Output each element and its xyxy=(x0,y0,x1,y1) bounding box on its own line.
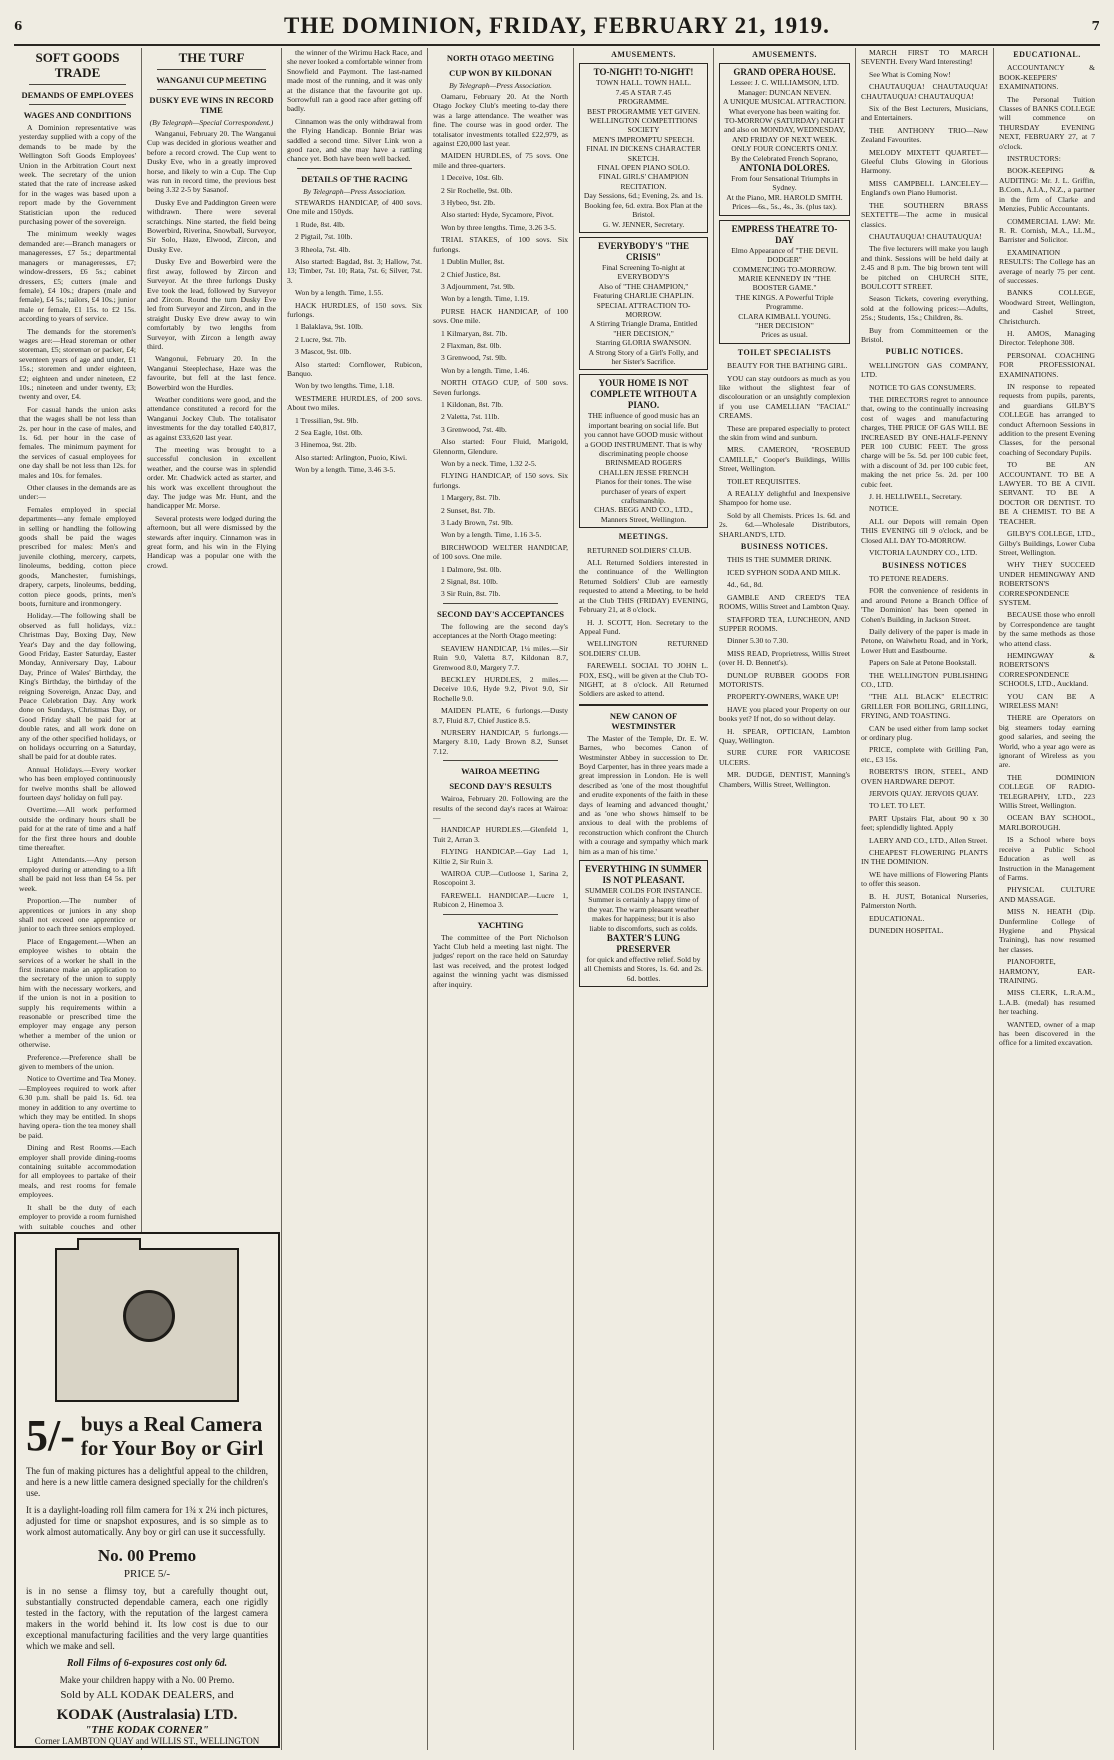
paragraph: Place of Engagement.—When an employee wishes to obtain the services of a worker he shall in the first instance make an application to the secretary of the union to supply him with the necessary workers, and if the union is not in a position to supply his requirements within a reasonable or prescribed time the employer may engage any person whether a member of the union or otherwise. xyxy=(19,936,136,1050)
ad-line: BEST PROGRAMME YET GIVEN. xyxy=(587,106,700,116)
notice-line: BOOK-KEEPING & AUDITING: Mr. J. L. Griffin, B.Com., A.I.A., N.Z., a partner in the firm of Clarke and Menzies, Public Accountants. xyxy=(999,166,1095,214)
result-line: 3 Hinemoa, 9st. 2lb. xyxy=(295,440,357,450)
ad-line: COMMENCING TO-MORROW. xyxy=(732,264,837,274)
paragraph: Females employed in special departments—any female employed in selling or handling the following goods shall be paid the wages prescribed for males: Men's and juvenile clothing, mercery, carpets, linoleums, bedding, cotton piece goods, Manchester, furnishings, drapery, carpets, linoleums, bedding, cotton piece goods, prints, men's boots, furniture and ironmongery. xyxy=(19,504,136,608)
result-line: 1 Tressilian, 9st. 9lb. xyxy=(295,415,359,425)
section-label: MEETINGS. xyxy=(618,532,669,542)
ad-line: By the Celebrated French Soprano, xyxy=(731,153,838,163)
ad-line: THE influence of good music has an important bearing on social life. But you cannot have GOOD music without a GOOD INSTRUMENT. That is why discriminating people choose xyxy=(584,411,703,458)
result-line: BECKLEY HURDLES, 2 miles.—Deceive 10.6, Hyde 9.2, Pivot 9.0, Sir Rochelle 9.0. xyxy=(433,674,568,703)
ad-line: FINAL IN DICKENS CHARACTER SKETCH. xyxy=(586,144,701,163)
paragraph: The demands for the storemen's wages are:—Head storeman or other storeman, £5; storeman or packer, £4; seventeen years of age and under, £1 15s.; storemen and under eighteen, £2; eighteen and under nineteen, £2 10s.; nineteen and under twenty, £3; twenty and over, £4. xyxy=(19,326,136,402)
notice-line: IN response to repeated requests from pupils, parents, and guardians GILBY'S COLLEGE has arranged to conduct Afternoon Sessions in addition to the present Evening Classes, for the personal coaching of Secondary Pupils. xyxy=(999,382,1095,457)
ad-line: CHALLEN JESSE FRENCH xyxy=(598,467,689,477)
notice-line: PRICE, complete with Grilling Pan, etc., £3 15s. xyxy=(861,745,988,764)
result-line: Also started: Four Fluid, Marigold, Glennorm, Glendure. xyxy=(433,437,568,456)
paragraph: The meeting was brought to a successful conclusion in excellent weather, and the course was in splendid order. Mr. Chadwick acted as starter, and his work was excellent throughout the day. The judge was Mr. Hunt, and the handicapper Mr. Morse. xyxy=(147,445,276,511)
ad-line: Pianos for their tones. The wise purchaser of years of expert craftsmanship. xyxy=(595,477,692,506)
result-line: Also started: Bagdad, 8st. 3; Hallow, 7st. 13; Timber, 7st. 10; Rata, 7st. 6; Silver, 7st. 3. xyxy=(287,256,422,285)
result-line: Won by a length. Time, 3.46 3-5. xyxy=(295,465,396,475)
paragraph: The minimum weekly wages demanded are:—Branch managers or manageresses, £7 5s.; departmental managers or manageresses, £7; window-dressers, £6 5s.; cabinet dressers, £5; cutters (male and female), £4 10s.; drapers (male and female), £4 5s.; tailors, £4 10s.; junior male or female, £1 15s. to £2 15s. according to years of service. xyxy=(19,229,136,324)
result-line: 1 Rude, 8st. 4lb. xyxy=(295,219,345,229)
notice-line: THIS IS THE SUMMER DRINK. xyxy=(727,555,832,565)
subhead-wairoa-results: SECOND DAY'S RESULTS xyxy=(449,781,552,792)
result-line: 1 Kildonan, 8st. 7lb. xyxy=(441,399,504,409)
result-line: 2 Flaxman, 8st. 0lb. xyxy=(441,340,502,350)
notice-line: PHYSICAL CULTURE AND MASSAGE. xyxy=(999,885,1095,904)
ad-line: ONLY FOUR CONCERTS ONLY. xyxy=(731,144,838,154)
advertisement xyxy=(579,237,708,370)
notice-line: GAMBLE AND CREED'S TEA ROOMS, Willis Street and Lambton Quay. xyxy=(719,592,850,612)
ad-headline: EVERYBODY'S "THE CRISIS" xyxy=(598,240,689,262)
ad-headline: GRAND OPERA HOUSE. xyxy=(733,67,836,78)
notice-line: THE SOUTHERN BRASS SEXTETTE—The acme in musical classics. xyxy=(861,200,988,229)
ad-line: What everyone has been waiting for. xyxy=(728,106,841,116)
notice-line: The five lecturers will make you laugh and think. Sessions will be held daily at 2.45 and 8 p.m. The big brown tent will be pitched on CHURCH SITE, BOULCOTT STREET. xyxy=(861,244,988,291)
result-line: 3 Sir Ruin, 8st. 7lb. xyxy=(441,589,501,599)
masthead xyxy=(14,8,1100,46)
ad-line: MEN'S IMPROMPTU SPEECH. xyxy=(592,134,695,144)
column-amusements-1 xyxy=(574,48,714,1750)
result-line: Wairoa, February 20. Following are the results of the second day's races at Wairoa:— xyxy=(433,794,568,822)
ad-slogan: buys a Real Camera for Your Boy or Girl xyxy=(80,1412,264,1460)
result-line: 2 Valetta, 7st. 11lb. xyxy=(441,412,500,422)
section-label: TOILET SPECIALISTS xyxy=(737,347,832,357)
ad-line: A Stirring Triangle Drama, Entitled xyxy=(589,319,698,329)
result-line: FAREWELL HANDICAP.—Lucre 1, Rubicon 2, Hinemoa 3. xyxy=(433,890,568,910)
result-line: 2 Sunset, 8st. 7lb. xyxy=(441,505,496,515)
notice-line: Dinner 5.30 to 7.30. xyxy=(727,636,789,646)
notice-line: EXAMINATION RESULTS: The College has an average of nearly 75 per cent. of successes. xyxy=(999,247,1095,285)
result-line: HACK HURDLES, of 150 sovs. Six furlongs. xyxy=(287,300,422,319)
notice-line: COMMERCIAL LAW: Mr. R. R. Cornish, M.A., LL.M., Barrister and Solicitor. xyxy=(999,216,1095,245)
ad-headline: YOUR HOME IS NOT COMPLETE WITHOUT A PIANO. xyxy=(590,378,697,411)
result-line: BIRCHWOOD WELTER HANDICAP, of 100 sovs. One mile. xyxy=(433,542,568,562)
notice-line: CHEAPEST FLOWERING PLANTS IN THE DOMINION. xyxy=(861,848,988,867)
notice-line: Six of the Best Lecturers, Musicians, and Entertainers. xyxy=(861,104,988,123)
result-line: 2 Signal, 8st. 10lb. xyxy=(441,577,498,587)
result-line: 1 Balaklava, 9st. 10lb. xyxy=(295,322,363,332)
notice-line: A REALLY delightful and Inexpensive Shampoo for home use. xyxy=(719,489,850,508)
paragraph: Wanganui, February 20. The Wanganui Cup was decided in glorious weather and before a record crowd. The Cup went to Dusky Eve, who in a greatly improved horse, and likely to win a Cup. The Cup was run in record time, the previous best being 3.32 2-5 by Sasanof. xyxy=(147,129,276,195)
section-label: AMUSEMENTS. xyxy=(752,50,817,59)
ad-headline: EVERYTHING IN SUMMER IS NOT PLEASANT. xyxy=(585,864,702,886)
notice-line: TOILET REQUISITES. xyxy=(727,476,801,486)
company-name: KODAK (Australasia) LTD. xyxy=(56,1707,238,1723)
paragraph: Overtime.—All work performed outside the ordinary hours shall be paid for at the rate of time and a half for the first three hours and double time thereafter. xyxy=(19,805,136,853)
ad-line: At the Piano, MR. HAROLD SMITH. xyxy=(726,192,843,202)
subhead-wanganui-cup: WANGANUI CUP MEETING xyxy=(156,75,267,85)
ad-line: Lessee: J. C. WILLIAMSON, LTD. xyxy=(730,78,839,88)
result-line: 3 Mascot, 9st. 0lb. xyxy=(295,347,352,357)
paragraph: Notice to Overtime and Tea Money.—Employees required to work after 6.30 p.m. shall be paid 1s. 6d. tea money in addition to any overtime to which they may be entitled. In shops having opera- tion the tea money shall be paid. xyxy=(19,1074,136,1140)
notice-line: THERE are Operators on big steamers today earning good salaries, and seeing the World, who a year ago were as ignorant of Wireless as you are. xyxy=(999,713,1095,770)
result-line: WESTMERE HURDLES, of 200 sovs. About two miles. xyxy=(287,393,422,413)
ad-body: is in no sense a flimsy toy, but a carefully thought out, substantially constructed dependable camera, each one rigidly tested in the factory, with the reputation of the largest camera makers in the world behind it. Its low cost is due to our exceptional manufacturing facilities and the very large quantities which we make and sell. xyxy=(26,1586,268,1651)
subhead-canon: NEW CANON OF WESTMINSTER xyxy=(609,710,678,731)
paragraph: Wangonui, February 20. In the Wanganui Steeplechase, Haze was the favourite, but fell at the last fence. Bowerbird won the Hurdles. xyxy=(147,354,276,392)
result-line: TRIAL STAKES, of 100 sovs. Six furlongs. xyxy=(433,235,568,254)
notice-line: OCEAN BAY SCHOOL, MARLBOROUGH. xyxy=(999,813,1095,832)
notice-line: Buy from Committeemen or the Bristol. xyxy=(861,325,988,344)
page-number-right: 7 xyxy=(1091,19,1100,33)
notice-line: EDUCATIONAL. xyxy=(869,913,925,923)
column-racing-details xyxy=(282,48,428,1750)
result-line: PURSE HACK HANDICAP, of 100 sovs. One mile. xyxy=(433,306,568,326)
result-line: 3 Grenwood, 7st. 9lb. xyxy=(441,353,507,363)
article-body xyxy=(19,123,136,1359)
notice-line: PART Upstairs Flat, about 90 x 30 feet; splendidly lighted. Apply xyxy=(861,813,988,833)
result-line: 2 Pigtail, 7st. 10lb. xyxy=(295,232,353,242)
result-line: Won by a length. Time, 1.19. xyxy=(441,294,530,304)
notice-line: MR. DUDGE, DENTIST, Manning's Chambers, Willis Street, Wellington. xyxy=(719,770,850,789)
ad-line: BRINSMEAD ROGERS xyxy=(605,458,682,468)
result-line: 1 Deceive, 10st. 6lb. xyxy=(441,173,504,183)
paragraph: Several protests were lodged during the afternoon, but all were dismissed by the stewards after inquiry. Cinnamon was in great form, and his win in the Flying Handicap was a popular one with the crowd. xyxy=(147,513,276,570)
result-line: 3 Rheola, 7st. 4lb. xyxy=(295,244,351,254)
notice-line: VICTORIA LAUNDRY CO., LTD. xyxy=(869,548,978,558)
notice-line: NOTICE TO GAS CONSUMERS. xyxy=(869,382,976,392)
ad-line: CHAS. BEGG AND CO., LTD., Manners Street, Wellington. xyxy=(594,505,693,524)
ad-line: CLARA KIMBALL YOUNG. xyxy=(738,311,831,321)
notice-line: ALL our Depots will remain Open THIS EVENING till 9 o'clock, and be Closed ALL DAY TO-MORROW. xyxy=(861,516,988,545)
column-educational xyxy=(994,48,1100,1750)
advertisement xyxy=(719,220,850,344)
notice-line: ACCOUNTANCY & BOOK-KEEPERS' EXAMINATIONS. xyxy=(999,63,1095,92)
notice-line: ALL Returned Soldiers interested in the continuance of the Wellington Returned Soldiers' Club are earnestly requested to attend a Meeting, to be held at the Club THIS (FRIDAY) EVENING, February 21, at 8 o'clock. xyxy=(579,558,708,615)
notice-line: FAREWELL SOCIAL TO JOHN L. FOX, ESQ., will be given at the Club TO-NIGHT, at 8 o'clock. All Returned Soldiers are asked to attend. xyxy=(579,661,708,699)
notice-line: H. SPEAR, OPTICIAN, Lambton Quay, Wellington. xyxy=(719,726,850,745)
ad-body: It is a daylight-loading roll film camera for 1¾ x 2¼ inch pictures, adjusted for time or snapshot exposures, and is so simple as to work almost automatically. Any boy or girl can use it successfully. xyxy=(26,1505,268,1537)
ad-price: 5/- xyxy=(26,1411,75,1460)
ad-line: Also of "THE CHAMPION," xyxy=(598,281,689,291)
ad-line: WELLINGTON COMPETITIONS SOCIETY xyxy=(589,116,698,135)
ad-line: Elmo Appearance of "THE DEVIL DODGER" xyxy=(731,245,838,265)
notice-line: GILBY'S COLLEGE, LTD., Gilby's Buildings, Lower Cuba Street, Wellington. xyxy=(999,529,1095,557)
ad-line: Featuring CHARLIE CHAPLIN. xyxy=(593,291,694,301)
subhead-kildonan: CUP WON BY KILDONAN xyxy=(449,68,552,78)
ad-line: G. W. JENNER, Secretary. xyxy=(602,219,685,229)
column-public-notices xyxy=(856,48,994,1750)
notice-line: WANTED, owner of a map has been discovered in the office for a limited excavation. xyxy=(999,1019,1095,1048)
ad-line: Manager: DUNCAN NEVEN. xyxy=(737,87,831,97)
notice-line: MELODY MIXTETT QUARTET—Gleeful Clubs Glowing in Glorious Harmony. xyxy=(861,147,988,176)
paragraph: Weather conditions were good, and the attendance constituted a record for the Wanganui Jockey Club. The totalisator investments for the day totalled £40,817, as against £33,620 last year. xyxy=(147,394,276,442)
notice-line: Daily delivery of the paper is made in Petone, on Waiwhetu Road, and in York, Lower Hutt and Eastbourne. xyxy=(861,626,988,655)
notice-line: TO LET. TO LET. xyxy=(869,801,926,811)
ad-line: FINAL OPEN PIANO SOLO. xyxy=(597,163,690,173)
notice-line: MISS CAMPBELL LANCELEY—England's own Piano Humorist. xyxy=(861,178,988,198)
roll-film-note: Roll Films of 6-exposures cost only 6d. xyxy=(66,1658,228,1669)
ad-line: 7.45 A STAR 7.45 xyxy=(615,87,672,97)
notice-line: MISS CLERK, L.R.A.M., L.A.B. (medal) has resumed her teaching. xyxy=(999,988,1095,1017)
ad-line: SPECIAL ATTRACTION TO-MORROW. xyxy=(596,300,691,319)
notice-line: B. H. JUST, Botanical Nurseries, Palmerston North. xyxy=(861,891,988,911)
ad-headline: TO-NIGHT! TO-NIGHT! xyxy=(593,67,694,78)
paragraph: the winner of the Wirimu Hack Race, and she never looked a comfortable winner from Snowfield and Paymont. The last-named made most of the running, and it was only at the distance that the favourite got up. Sorrowfull ran a good race after getting off badly. xyxy=(287,48,422,114)
notice-line: PERSONAL COACHING FOR PROFESSIONAL EXAMINATIONS. xyxy=(999,350,1095,379)
notice-line: JERVOIS QUAY. JERVOIS QUAY. xyxy=(869,789,979,799)
notice-line: WE have millions of Flowering Plants to offer this season. xyxy=(861,869,988,889)
paragraph: For casual hands the union asks that the wages shall be not less than 2s. per hour in the case of males, and 1s. 6d. per hour in the case of females. The minimum payment for the services of casual employees for one day shall be not less than 12s. for males and 10s. for females. xyxy=(19,404,136,480)
result-line: SEAVIEW HANDICAP, 1¼ miles.—Sir Ruin 9.0, Valetta 8.7, Kildonan 8.7, Grenwood 8.0, Margery 7.7. xyxy=(433,643,568,672)
subhead-details-racing: DETAILS OF THE RACING xyxy=(301,173,408,184)
notice-line: THE ANTHONY TRIO—New Zealand Favourites. xyxy=(861,125,988,145)
result-line: Won by a neck. Time, 1.32 2-5. xyxy=(441,459,537,468)
notice-line: THE WELLINGTON PUBLISHING CO., LTD. xyxy=(861,670,988,689)
newspaper-title: THE DOMINION, FRIDAY, FEBRUARY 21, 1919. xyxy=(284,13,830,38)
advertisement xyxy=(579,374,708,528)
result-line: The following are the second day's acceptances at the North Otago meeting: xyxy=(433,621,568,641)
ad-headline: EMPRESS THEATRE TO-DAY xyxy=(731,223,838,245)
paragraph: Dusky Eve and Paddington Green were withdrawn. There were several scratchings. Nine started, the field being Bowerbird, Riverina, Snowball, Surveyor, Sir Solo, Haze, Elwood, Zircon, and Dusky Eve. xyxy=(147,197,276,254)
column-amusements-2 xyxy=(714,48,856,1750)
notice-line: HAVE you placed your Property on our books yet? If not, do so without delay. xyxy=(719,704,850,724)
notice-line: MARCH FIRST TO MARCH SEVENTH. Every Ward Interesting! xyxy=(861,48,988,67)
result-line: WAIROA CUP.—Cutloose 1, Sarina 2, Roscopoint 3. xyxy=(433,869,568,888)
notice-line: BECAUSE those who enroll by Correspondence are taught by the same methods as those who attend class. xyxy=(999,610,1095,648)
paragraph: Preference.—Preference shall be given to members of the union. xyxy=(19,1052,136,1071)
result-line: 1 Dublin Muller, 8st. xyxy=(441,257,505,267)
ad-line: "HER DECISION" xyxy=(755,320,814,330)
ad-line: A UNIQUE MUSICAL ATTRACTION. xyxy=(723,97,846,107)
result-line: 3 Hybeo, 9st. 2lb. xyxy=(441,198,495,208)
notice-line: SURE CURE FOR VARICOSE ULCERS. xyxy=(719,748,850,767)
paragraph: Oamaru, February 20. At the North Otago Jockey Club's meeting to-day there was a large attendance. The weather was fine. The course was in good order. The totalisator investments totalled £22,979, as against £20,000 last year. xyxy=(433,92,568,149)
subhead-wairoa: WAIROA MEETING xyxy=(461,766,540,777)
notice-line: 4d., 6d., 8d. xyxy=(727,580,764,590)
ad-line: Make your children happy with a No. 00 Premo. xyxy=(59,1675,235,1685)
headline-soft-goods: SOFT GOODS TRADE xyxy=(35,50,120,80)
notice-line: Sold by all Chemists. Prices 1s. 6d. and 2s. 6d.—Wholesale Distributors, SHARLAND'S, LTD. xyxy=(719,510,850,539)
section-label: BUSINESS NOTICES xyxy=(882,560,967,570)
notice-line: RETURNED SOLDIERS' CLUB. xyxy=(587,545,692,555)
notice-line: DUNLOP RUBBER GOODS FOR MOTORISTS. xyxy=(719,670,850,689)
notice-line: FOR the convenience of residents in and around Petone a Branch Office of 'The Dominion' has been opened in Cohen's Building, in Jackson Street. xyxy=(861,586,988,624)
result-line: Won by a length. Time, 1.16 3-5. xyxy=(441,530,542,540)
paragraph: A Dominion representative was yesterday supplied with a copy of the demands to be made by the Wellington Soft Goods Employees' Union in the Arbitration Court next week. The secretary of the union stated that the rate of increase asked for in the wages was based upon a report made by the Government Statistician upon the reduced purchasing power of the sovereign. xyxy=(19,123,136,227)
notice-line: MRS. CAMERON, "ROSEBUD CAMILLE," Cooper's Buildings, Willis Street, Wellington. xyxy=(719,445,850,474)
result-line: 3 Grenwood, 7st. 4lb. xyxy=(441,424,507,434)
section-label: BUSINESS NOTICES. xyxy=(740,542,829,552)
ad-line: THE KINGS. A Powerful Triple Programme. xyxy=(735,292,834,312)
section-label: AMUSEMENTS. xyxy=(611,50,676,59)
result-line: 2 Sea Eagle, 10st. 0lb. xyxy=(295,428,363,437)
notice-line: CHAUTAUQUA! CHAUTAUQUA! CHAUTAUQUA! CHAUTAUQUA! xyxy=(861,82,988,101)
notice-line: NOTICE. xyxy=(869,504,899,514)
product-price: PRICE 5/- xyxy=(123,1568,171,1580)
ad-line: BAXTER'S LUNG PRESERVER xyxy=(606,933,681,955)
notice-line: MISS READ, Proprietress, Willis Street (over H. D. Bennett's). xyxy=(719,648,850,668)
paragraph: Cinnamon was the only withdrawal from the Flying Handicap. Bonnie Briar was saddled a second time. Silver Link won a good race, and she may have a rattling chance yet. Both have been well backed. xyxy=(287,116,422,164)
notice-line: HEMINGWAY & ROBERTSON'S CORRESPONDENCE SCHOOLS, LTD., Auckland. xyxy=(999,650,1095,689)
ad-line: "HER DECISION," xyxy=(613,328,674,338)
advertisement xyxy=(719,63,850,215)
notice-line: ICED SYPHON SODA AND MILK. xyxy=(727,567,841,577)
notice-line: TO BE AN ACCOUNTANT. TO BE A LAWYER. TO BE A CIVIL SERVANT. TO BE A DOCTOR OR DENTIST. TO BE A CHEMIST. TO BE A TEACHER. xyxy=(999,460,1095,526)
ad-line: TO-MORROW (SATURDAY) NIGHT and also on MONDAY, WEDNESDAY, AND FRIDAY OF NEXT WEEK. xyxy=(724,116,845,144)
notice-line: LAERY AND CO., LTD., Allen Street. xyxy=(869,835,988,845)
subhead-yachting: YACHTING xyxy=(477,919,524,930)
ad-line: Summer is certainly a happy time of the year. The warm pleasant weather makes for happiness; but it is also liable to discomforts, such as colds. xyxy=(587,895,700,933)
company-address: Corner LAMBTON QUAY and WILLIS ST., WELLINGTON xyxy=(34,1736,260,1746)
notice-line: THE DOMINION COLLEGE OF RADIO-TELEGRAPHY, LTD., 223 Willis Street, Wellington. xyxy=(999,772,1095,811)
ad-line: for quick and effective relief. Sold by all Chemists and Stores, 1s. 6d. and 2s. 6d. bottles. xyxy=(584,955,703,983)
section-label: PUBLIC NOTICES. xyxy=(885,347,964,357)
result-line: STEWARDS HANDICAP, of 400 sovs. One mile and 150yds. xyxy=(287,197,422,217)
notice-line: DUNEDIN HOSPITAL. xyxy=(869,925,944,935)
ad-line: Starring GLORIA SWANSON. xyxy=(595,338,692,348)
byline: By Telegraph—Press Association. xyxy=(449,81,552,90)
notice-line: PROPERTY-OWNERS, WAKE UP! xyxy=(727,692,839,702)
notice-line: WELLINGTON GAS COMPANY, LTD. xyxy=(861,360,988,380)
ad-line: From four Sensational Triumphs in Sydney. xyxy=(731,174,838,193)
ad-line: MARIE KENNEDY IN "THE BOOSTER GAME." xyxy=(738,273,831,293)
result-line: HANDICAP HURDLES.—Glenfeld 1, Tuit 2, Arran 3. xyxy=(433,825,568,844)
notice-line: THE DIRECTORS regret to announce that, owing to the continually increasing cost of wages and manufacturing charges, THE PRICE OF GAS WILL BE INCREASED BY ONE-HALF-PENNY PER 100 CUBIC FEET. The gross charge will be 5s. 5d. per 100 cubic feet, with a discount of 3d. per 100 cubic feet, making the net price 5s. 2d. per 100 cubic feet. xyxy=(861,395,988,489)
notice-line: WELLINGTON RETURNED SOLDIERS' CLUB. xyxy=(579,639,708,658)
notice-line: MISS N. HEATH (Dip. Dunfermline College of Hygiene and Physical Training), has now resumed her classes. xyxy=(999,907,1095,954)
result-line: MAIDEN HURDLES, of 75 sovs. One mile and three-quarters. xyxy=(433,151,568,170)
paragraph: Proportion.—The number of apprentices or juniors in any shop shall not exceed one apprentice or junior to each three seniors employed. xyxy=(19,896,136,934)
notice-line: The Personal Tuition Classes of BANKS COLLEGE will commence on THURSDAY EVENING NEXT, FEBRUARY 27, at 7 o'clock. xyxy=(999,94,1095,151)
result-line: 2 Lucre, 9st. 7lb. xyxy=(295,334,347,344)
notice-line: ROBERTS'S IRON, STEEL, AND OVEN HARDWARE DEPOT. xyxy=(861,767,988,786)
ad-line: FINAL GIRLS' CHAMPION RECITATION. xyxy=(598,172,689,191)
subhead-wages: WAGES AND CONDITIONS xyxy=(23,110,132,120)
ad-line: A Strong Story of a Girl's Folly, and her Sister's Sacrifice. xyxy=(588,347,699,366)
notice-line: BEAUTY FOR THE BATHING GIRL. xyxy=(727,361,848,371)
notice-line: STAFFORD TEA, LUNCHEON, AND SUPPER ROOMS. xyxy=(719,614,850,633)
result-line: 2 Chief Justice, 8st. xyxy=(441,269,501,279)
notice-line: BANKS COLLEGE, Woodward Street, Wellington, and Cashel Street, Christchurch. xyxy=(999,288,1095,326)
ad-line: TOWN HALL. TOWN HALL. xyxy=(595,78,692,88)
result-line: 1 Dalmore, 9st. 0lb. xyxy=(441,564,502,574)
notice-line: CAN be used either from lamp socket or ordinary plug. xyxy=(861,723,988,742)
column-north-otago xyxy=(428,48,574,1750)
advertisement xyxy=(579,63,708,233)
subhead-north-otago: NORTH OTAGO MEETING xyxy=(446,53,555,63)
notice-line: INSTRUCTORS: xyxy=(1007,154,1061,164)
headline-the-turf: THE TURF xyxy=(178,50,245,65)
ad-line: SUMMER COLDS FOR INSTANCE. xyxy=(584,886,703,896)
result-line: 2 Sir Rochelle, 9st. 0lb. xyxy=(441,185,513,195)
section-label: EDUCATIONAL. xyxy=(1013,50,1081,59)
result-line: Also started: Hyde, Sycamore, Pivot. xyxy=(441,210,554,220)
ad-line: ANTONIA DOLORES. xyxy=(739,163,830,174)
paragraph: The committee of the Port Nicholson Yacht Club held a meeting last night. The judges' report on the race held on Saturday last was received, and the protest lodged against the winning yacht was dismissed after inquiry. xyxy=(433,932,568,989)
product-name: No. 00 Premo xyxy=(97,1546,197,1565)
result-line: Won by three lengths. Time, 3.26 3-5. xyxy=(441,222,556,232)
result-line: 3 Adjournment, 7st. 9lb. xyxy=(441,281,515,291)
result-line: Also started: Arlington, Puoio, Kiwi. xyxy=(295,452,408,462)
kodak-advertisement xyxy=(14,1232,280,1748)
company-tagline: "THE KODAK CORNER" xyxy=(85,1724,209,1736)
ad-line: Final Screening To-night at EVERYBODY'S xyxy=(601,262,686,282)
notice-line: WHY THEY SUCCEED UNDER HEMINGWAY AND ROBERTSON'S CORRESPONDENCE SYSTEM. xyxy=(999,560,1095,607)
result-line: 1 Margery, 8st. 7lb. xyxy=(441,493,501,503)
paragraph: The Master of the Temple, Dr. E. W. Barnes, who becomes Canon of Westminster Abbey in succession to Dr. Boyd Carpenter, has in three years made a great impression in London. He is well described as 'one of the most thoughtful and erudite exponents of the faith in these days of learning and advanced thought,' and as 'one who shows himself to be anxious to deal with the problems of reconstruction which confront the Church with a courage and sympathy which mark him as a man of his time.' xyxy=(579,733,708,856)
ad-line: PROGRAMME. xyxy=(618,97,669,107)
paragraph: Light Attendants.—Any person employed during or attending to a lift shall be paid not less than £4 5s. per week. xyxy=(19,855,136,893)
camera-illustration xyxy=(55,1248,239,1402)
notice-line: PIANOFORTE, HARMONY, EAR-TRAINING. xyxy=(999,957,1095,985)
page-number-left: 6 xyxy=(14,19,23,33)
result-line: NURSERY HANDICAP, 5 furlongs.—Margery 8.10, Lady Brown 8.2, Sunset 7.12. xyxy=(433,727,568,756)
paragraph: Dusky Eve and Bowerbird were the first away, followed by Zircon and Surveyor. At the three furlongs Dusky Eve took the lead, followed by Surveyor and Zircon. Round the turn Dusky Eve led from Surveyor and Zircon, and in the straight Dusky Eve drew away to win comfortably by two lengths from Surveyor, with Zircon a length away third. xyxy=(147,257,276,351)
paragraph: Dining and Rest Rooms.—Each employer shall provide dining-rooms containing suitable accommodation for all employees to partake of their meals, and rest rooms for female employees. xyxy=(19,1143,136,1200)
ad-line: Sold by ALL KODAK DEALERS, and xyxy=(60,1689,234,1701)
subhead-second-day: SECOND DAY'S ACCEPTANCES xyxy=(436,608,565,619)
paragraph: Annual Holidays.—Every worker who has been employed continuously for twelve months shall be allowed fourteen days' holiday on full pay. xyxy=(19,764,136,803)
notice-line: CHAUTAUQUA! CHAUTAUQUA! xyxy=(869,231,982,241)
result-line: Won by a length. Time, 1.46. xyxy=(441,365,530,375)
result-line: 1 Kilmaryan, 8st. 7lb. xyxy=(441,328,508,338)
ad-line: Prices—6s., 5s., 4s., 3s. (plus tax). xyxy=(732,202,837,212)
result-line: 3 Lady Brown, 7st. 9lb. xyxy=(441,518,513,528)
notice-line: See What is Coming Now! xyxy=(869,69,951,79)
byline: By Telegraph—Press Association. xyxy=(303,186,406,196)
notice-line: IS a School where boys receive a Public School Education as well as Instruction in the Management of Farms. xyxy=(999,835,1095,882)
byline: (By Telegraph—Special Correspondent.) xyxy=(149,118,274,127)
subhead-dusky-eve: DUSKY EVE WINS IN RECORD TIME xyxy=(149,95,274,115)
notice-line: J. H. HELLIWELL, Secretary. xyxy=(869,492,962,502)
notice-line: H. AMOS, Managing Director. Telephone 308. xyxy=(999,328,1095,348)
notice-line: TO PETONE READERS. xyxy=(869,573,949,583)
notice-line: These are prepared especially to protect the skin from wind and sunburn. xyxy=(719,423,850,442)
notice-line: YOU CAN BE A WIRELESS MAN! xyxy=(999,691,1095,710)
advertisement xyxy=(579,860,708,987)
notice-line: YOU can stay outdoors as much as you like without the slightest fear of discolouration or an unsightly complexion if you use CAMELLIAN "FACIAL" CREAMS. xyxy=(719,373,850,421)
result-line: Won by a length. Time, 1.55. xyxy=(295,288,384,298)
paragraph: It shall be the duty of each employer to provide a room furnished with suitable couches and other xyxy=(19,1202,136,1231)
result-line: Won by two lengths. Time, 1.18. xyxy=(295,381,395,391)
ad-line: Day Sessions, 6d.; Evening, 2s. and 1s. Booking fee, 6d. extra. Box Plan at the Bristol. xyxy=(583,191,704,220)
result-line: NORTH OTAGO CUP, of 500 sovs. Seven furlongs. xyxy=(433,378,568,397)
paragraph: Holiday.—The following shall be observed as full holidays, viz.: Christmas Day, Boxing Day, New Year's Day and the day following, Good Friday, Easter Saturday, Easter Monday, Anniversary Day, Labour Day, Prince of Wales' Birthday, the King's Birthday, the birthday of the reigning Sovereign, Anzac Day, and Peace Celebration Day. Any work done on Sundays, Christmas Day, or Good Friday shall be paid for at double rates, and all work done on any of the other specified holidays, or on holidays occurring on a Saturday, shall be paid for at double rates. xyxy=(19,611,136,762)
result-line: FLYING HANDICAP, of 150 sovs. Six furlongs. xyxy=(433,471,568,490)
ad-body: The fun of making pictures has a delightful appeal to the children, and here is a new little camera designed specially for the children's use. xyxy=(26,1466,268,1498)
camera-lens-icon xyxy=(123,1290,175,1342)
result-line: Also started: Cornflower, Rubicon, Banquo. xyxy=(287,359,422,378)
result-line: MAIDEN PLATE, 6 furlongs.—Dusty 8.7, Fluid 8.7, Chief Justice 8.5. xyxy=(433,706,568,725)
notice-line: H. J. SCOTT, Hon. Secretary to the Appeal Fund. xyxy=(579,617,708,636)
notice-line: "THE ALL BLACK" ELECTRIC GRILLER FOR BOILING, GRILLING, FRYING, AND TOASTING. xyxy=(861,692,988,721)
notice-line: Season Tickets, covering everything, sold at the following prices:—Adults, 25s.; Students, 15s.; Children, 8s. xyxy=(861,294,988,323)
ad-line: Prices as usual. xyxy=(761,330,808,340)
paragraph: Other clauses in the demands are as under:— xyxy=(19,483,136,502)
subhead-demands: DEMANDS OF EMPLOYEES xyxy=(21,90,134,100)
result-line: FLYING HANDICAP.—Gay Lad 1, Kiltie 2, Sir Ruin 3. xyxy=(433,847,568,866)
notice-line: Papers on Sale at Petone Bookstall. xyxy=(869,658,977,668)
